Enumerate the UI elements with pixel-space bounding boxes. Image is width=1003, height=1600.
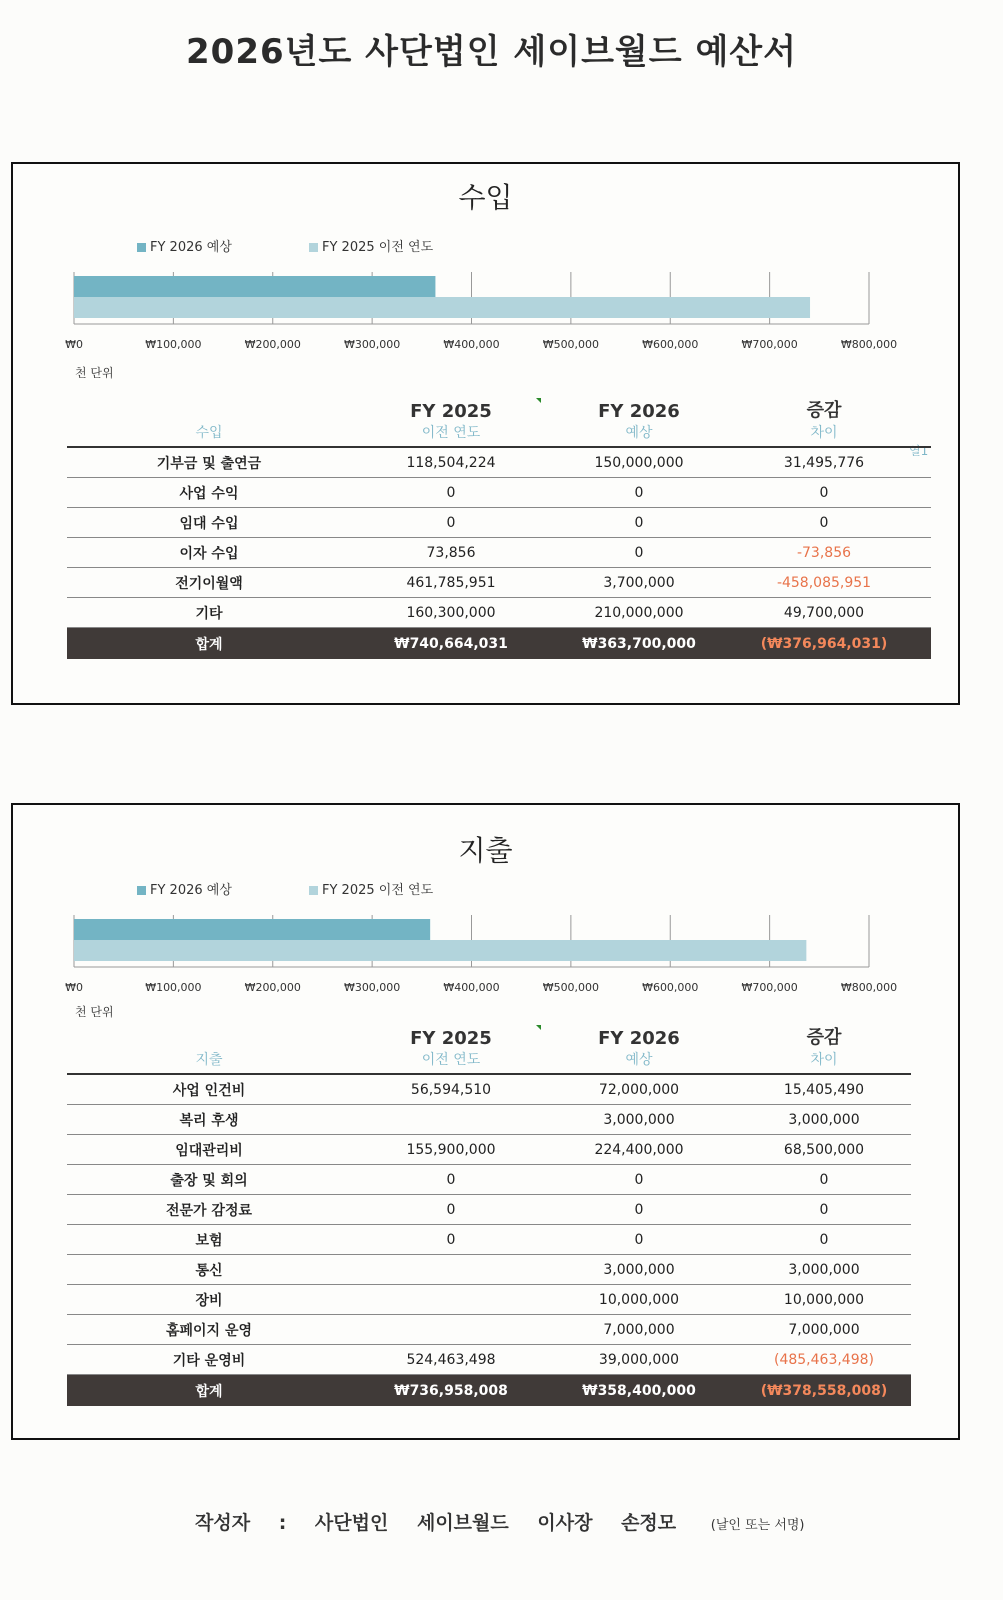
cell-fy2025 [359, 1285, 543, 1315]
expense-table [67, 1023, 911, 1406]
cell-fy2026: 3,000,000 [551, 1255, 727, 1285]
income-title: 수입 [458, 181, 513, 214]
table-row [67, 538, 931, 568]
signature-note: (날인 또는 서명) [710, 1518, 805, 1533]
table-row [67, 1073, 911, 1105]
x-tick-label: ₩800,000 [840, 338, 898, 351]
income-subheader-fy2025: 이전 연도 [421, 425, 481, 441]
cell-fy2026: 10,000,000 [551, 1285, 727, 1315]
x-tick-label: ₩800,000 [840, 981, 898, 994]
row-label: 통신 [67, 1255, 351, 1285]
row-label: 임대관리비 [67, 1135, 351, 1165]
bar-fy2025 [74, 297, 810, 318]
cell-fy2025: 0 [359, 508, 543, 538]
table-row [67, 446, 931, 478]
income-subheader-diff: 차이 [810, 425, 838, 441]
cell-diff: 0 [737, 478, 911, 508]
cell-diff: -458,085,951 [737, 568, 911, 598]
table-row [67, 1195, 911, 1225]
row-label: 출장 및 회의 [67, 1165, 351, 1195]
cell-fy2025 [359, 1255, 543, 1285]
x-tick-label: ₩100,000 [145, 981, 202, 994]
table-row [67, 478, 931, 508]
expense-panel [11, 803, 960, 1440]
cell-diff: 10,000,000 [737, 1285, 911, 1315]
expense-subheader-fy2025: 이전 연도 [421, 1052, 481, 1068]
legend-swatch [309, 886, 318, 895]
legend-item-fy2026: FY 2026 예상 [137, 236, 232, 255]
x-tick-label: ₩500,000 [542, 981, 600, 994]
cell-fy2025: 155,900,000 [359, 1135, 543, 1165]
x-tick-label: ₩400,000 [443, 981, 500, 994]
cell-fy2026: 0 [551, 1195, 727, 1225]
x-tick-label: ₩200,000 [244, 981, 301, 994]
author-colon: : [278, 1512, 287, 1534]
legend-swatch [137, 886, 146, 895]
row-label: 전기이월액 [67, 568, 351, 598]
table-row [67, 1225, 911, 1255]
cell-diff: 0 [737, 1195, 911, 1225]
cell-diff: 0 [737, 508, 911, 538]
cell-diff: 0 [737, 1225, 911, 1255]
bar-fy2026 [74, 276, 435, 297]
x-tick-label: ₩700,000 [741, 981, 798, 994]
cell-fy2026: 0 [551, 1165, 727, 1195]
cell-diff: 15,405,490 [737, 1073, 911, 1105]
legend-swatch [309, 243, 318, 252]
cell-fy2025 [359, 1105, 543, 1135]
table-row [67, 1135, 911, 1165]
table-row [67, 1105, 911, 1135]
table-row [67, 1255, 911, 1285]
expense-subheader-fy2026: 예상 [625, 1052, 653, 1068]
x-tick-label: ₩400,000 [443, 338, 500, 351]
total-diff: (₩378,558,008) [737, 1375, 911, 1406]
table-row [67, 508, 931, 538]
cell-diff: 7,000,000 [737, 1315, 911, 1345]
cell-diff: 3,000,000 [737, 1255, 911, 1285]
cell-fy2026: 0 [551, 538, 727, 568]
income-panel [11, 162, 960, 705]
page-title: 2026년도 사단법인 세이브월드 예산서 [186, 32, 797, 72]
cell-fy2025 [359, 1315, 543, 1345]
cell-fy2026: 3,000,000 [551, 1105, 727, 1135]
table-row [67, 568, 931, 598]
row-label: 보험 [67, 1225, 351, 1255]
total-fy2025: ₩736,958,008 [359, 1375, 543, 1406]
income-header-diff: 증감 [806, 400, 842, 421]
legend-swatch [137, 243, 146, 252]
total-fy2025: ₩740,664,031 [359, 628, 543, 659]
row-label: 기타 [67, 598, 351, 628]
x-tick-label: ₩600,000 [642, 338, 699, 351]
expense-header-fy2026: FY 2026 [598, 1028, 680, 1049]
cell-fy2026: 0 [551, 508, 727, 538]
legend-item-fy2026: FY 2026 예상 [137, 879, 232, 898]
cell-fy2025: 73,856 [359, 538, 543, 568]
expense-unit-label: 천 단위 [75, 1005, 114, 1019]
bar-fy2025 [74, 940, 806, 961]
income-header-fy2025: FY 2025 [410, 401, 492, 422]
x-tick-label: ₩0 [65, 338, 83, 351]
author-label: 작성자 [195, 1512, 251, 1534]
row-label: 장비 [67, 1285, 351, 1315]
cell-fy2026: 210,000,000 [551, 598, 727, 628]
author-role: 이사장 [537, 1512, 593, 1534]
total-fy2026: ₩358,400,000 [551, 1375, 727, 1406]
total-fy2026: ₩363,700,000 [551, 628, 727, 659]
org-name: 세이브월드 [416, 1512, 509, 1534]
cell-fy2025: 524,463,498 [359, 1345, 543, 1375]
table-row [67, 598, 931, 628]
table-row [67, 1165, 911, 1195]
author-name: 손정모 [621, 1512, 677, 1534]
cell-fy2026: 3,700,000 [551, 568, 727, 598]
row-label: 이자 수입 [67, 538, 351, 568]
legend-item-fy2025: FY 2025 이전 연도 [309, 236, 433, 255]
x-tick-label: ₩300,000 [343, 981, 401, 994]
expense-subheader-diff: 차이 [810, 1052, 838, 1068]
x-tick-label: ₩0 [65, 981, 83, 994]
cell-fy2025: 160,300,000 [359, 598, 543, 628]
expense-header-diff: 증감 [806, 1027, 842, 1048]
expense-header-category: 지출 [195, 1052, 223, 1068]
total-label: 합계 [67, 628, 351, 659]
cell-diff: (485,463,498) [737, 1345, 911, 1375]
x-tick-label: ₩700,000 [741, 338, 798, 351]
income-header-fy2026: FY 2026 [598, 401, 680, 422]
total-label: 합계 [67, 1375, 351, 1406]
income-subheader-fy2026: 예상 [625, 425, 653, 441]
expense-header-fy2025: FY 2025 [410, 1028, 492, 1049]
cell-fy2026: 7,000,000 [551, 1315, 727, 1345]
cell-fy2026: 224,400,000 [551, 1135, 727, 1165]
x-tick-label: ₩300,000 [343, 338, 401, 351]
cell-fy2025: 0 [359, 1165, 543, 1195]
cell-fy2026: 72,000,000 [551, 1073, 727, 1105]
row-label: 기타 운영비 [67, 1345, 351, 1375]
row-label: 임대 수입 [67, 508, 351, 538]
legend-item-fy2025: FY 2025 이전 연도 [309, 879, 433, 898]
row-label: 사업 인건비 [67, 1073, 351, 1105]
bar-fy2026 [74, 919, 430, 940]
signature-line [195, 1508, 827, 1535]
cell-diff: -73,856 [737, 538, 911, 568]
cell-fy2025: 0 [359, 478, 543, 508]
cell-fy2026: 150,000,000 [551, 446, 727, 478]
x-tick-label: ₩200,000 [244, 338, 301, 351]
cell-diff: 0 [737, 1165, 911, 1195]
row-label: 기부금 및 출연금 [67, 446, 351, 478]
cell-diff: 68,500,000 [737, 1135, 911, 1165]
cell-fy2025: 118,504,224 [359, 446, 543, 478]
expense-title: 지출 [458, 834, 513, 867]
row-label: 홈페이지 운영 [67, 1315, 351, 1345]
income-table [67, 396, 931, 659]
cell-fy2025: 461,785,951 [359, 568, 543, 598]
table-row [67, 1285, 911, 1315]
expense-bar-chart [53, 907, 913, 1002]
total-row [67, 1375, 911, 1406]
income-bar-chart [53, 264, 913, 359]
total-diff: (₩376,964,031) [737, 628, 911, 659]
income-header-category: 수입 [195, 425, 223, 441]
cell-diff: 3,000,000 [737, 1105, 911, 1135]
cell-diff: 31,495,776 [737, 446, 911, 478]
cell-fy2026: 39,000,000 [551, 1345, 727, 1375]
x-tick-label: ₩100,000 [145, 338, 202, 351]
row-label: 전문가 감정료 [67, 1195, 351, 1225]
cell-fy2025: 56,594,510 [359, 1073, 543, 1105]
total-row [67, 628, 931, 659]
cell-fy2026: 0 [551, 478, 727, 508]
income-unit-label: 천 단위 [75, 366, 114, 380]
x-tick-label: ₩600,000 [642, 981, 699, 994]
row-label: 사업 수익 [67, 478, 351, 508]
org-type: 사단법인 [314, 1512, 389, 1534]
table-row [67, 1345, 911, 1375]
cell-diff: 49,700,000 [737, 598, 911, 628]
cell-fy2026: 0 [551, 1225, 727, 1255]
x-tick-label: ₩500,000 [542, 338, 600, 351]
cell-fy2025: 0 [359, 1195, 543, 1225]
cell-fy2025: 0 [359, 1225, 543, 1255]
row-label: 복리 후생 [67, 1105, 351, 1135]
income-extra-column-header: 열1 [909, 444, 929, 458]
table-row [67, 1315, 911, 1345]
